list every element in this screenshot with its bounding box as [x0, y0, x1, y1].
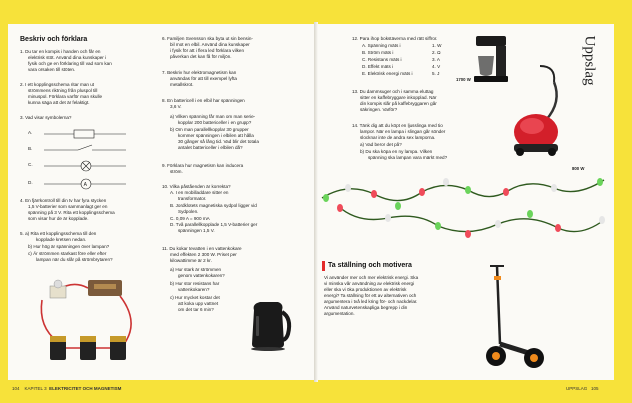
symbol-a-resistor — [74, 130, 94, 138]
symbol-b-label: B. — [28, 146, 33, 151]
question-3: 3. Vad visar symbolerna? — [20, 115, 72, 120]
vacuum-cleaner-icon — [506, 62, 568, 162]
symbol-c-label: C. — [28, 162, 33, 167]
section-heading: Beskriv och förklara — [20, 36, 88, 43]
footer-left: 104 KAPITEL 3 ELEKTRICITET OCH MAGNETISM — [12, 386, 122, 391]
symbol-d-label: D. — [28, 180, 33, 185]
question-12: 12. Para ihop bokstäverna med rätt siffror. — [352, 36, 438, 41]
textbook-spread: Beskriv och förklara 1. Du tar en kompis i handen och får en elektrisk stöt. Använd dina kunskaper i fysik och ge en förklaring till vad som kan vara orsaken till stöten. 2. I ett kopplingsschema ritar man ut strömmens riktning från pluspol till minuspol. Förklara varför man skulle kunna säga att det är felaktigt. 3. Vad visar symbolerna? A A. B. C. D. 4. En fjärrkontroll till din tv har fyra stycken 1,5 V-batterier som sammanlagt ger en spänning på 3 V. Rita ett kopplingsschema som visar hur de är kopplade. 5. a) Rita ett kopplingsschema till den kopplade kretsen nedan. b) Hur hög är spänningen över lampan? c) Är strömmen starkast före eller efter lampan när du slår på strömbrytaren? 6. Familjen Svensson ska byta ut sin bensin- bil mot en elbil. Använd dina kunskaper i fysik för att i flera led förklara vilken påverkan det kan få för miljön. 7. Beskriv hur elektromagnetism kan användas för att till exempel lyfta metallskrot. 8. En battericell i en elbil har spänningen 3,6 V. a) Vilken spänning får man om man serie- kopplar 200 battericeller i en grupp? b) Om man parallellkopplar 30 grupper kommer spänningen i elbilen att hålla 30 gånger så lång tid. Vad blir det totala antalet battericeller i elbilen då? 9. Förklara hur magnetism kan inducera ström. 10. Vilka påståenden är korrekta? A. I en mobilladdare sitter en transformator. B. Jordklotets magnetiska sydpol ligger vid Sydpolen. C. 0,09 A = 900 mA D. Två parallellkopplade 1,5 V-batterier ger spänningen 1,5 V. 11. Du kokar tevatten i en vattenkokare med effekten 2 300 W. Priset per kilowattimme är 2 kr. a) Hur stark är strömmen genom vattenkokaren? b) Hur stor resistans har vattenkokaren? c) Hur mycket kostar det att koka upp vattnet om det tar 6 min? 12. Para ihop bokstäverna med rätt siffror. A. Spänning mäts i 1. W B. Ström mäts i 2. Ω C. Resistans mäts i 3. A D. Effekt mäts i 4. V E. Elektrisk energi mäts i 5. J 13. Du dammsuger och i samma eluttag sitter en kaffebryggare inkopplad. När din kompis slår på kaffebryggaren går säkringen. Varför? 14. Tänk dig att du köpt en ljusslinga med tio lampor. När en lampa i slingan går sönder slocknar inte de andra sex lamporna. a) Vad beror det på? b) Du ska köpa en ny lampa. Vilken spänning ska lampan vara märkt med? 1700 W 800 W Ta ställning och motivera Vi använder mer och mer elektrisk energi. Ska vi minska vår användning av elektrisk energi eller ska vi öka produktionen av elektrisk energi? Ta ställning för ett av alternativen och argumentera i två led kring för- och nackdelar. Använd naturvetenskapliga begrepp i din argumentation. Uppslag 104 KAPITEL 3 ELEKTRICITET OCH MAGNETISM UPPSLAG 105 — [0, 0, 632, 403]
lamp-bulb-icon — [54, 280, 62, 288]
accent-bar — [322, 261, 325, 271]
box-heading: Ta ställning och motivera — [328, 262, 412, 269]
side-title: Uppslag — [581, 35, 598, 86]
circuit-photo — [28, 272, 146, 368]
footer-right: UPPSLAG 105 — [566, 386, 599, 391]
kettle-icon — [244, 296, 296, 352]
wattage-label-vacuum: 800 W — [572, 166, 585, 171]
symbol-a-label: A. — [28, 130, 33, 135]
wattage-label-coffee: 1700 W — [456, 77, 471, 82]
circuit-symbols-figure — [26, 128, 146, 198]
symbol-b-switch — [78, 145, 92, 150]
light-string-photo — [318, 168, 608, 248]
electric-scooter-icon — [470, 262, 550, 374]
svg-text:A: A — [83, 182, 87, 188]
